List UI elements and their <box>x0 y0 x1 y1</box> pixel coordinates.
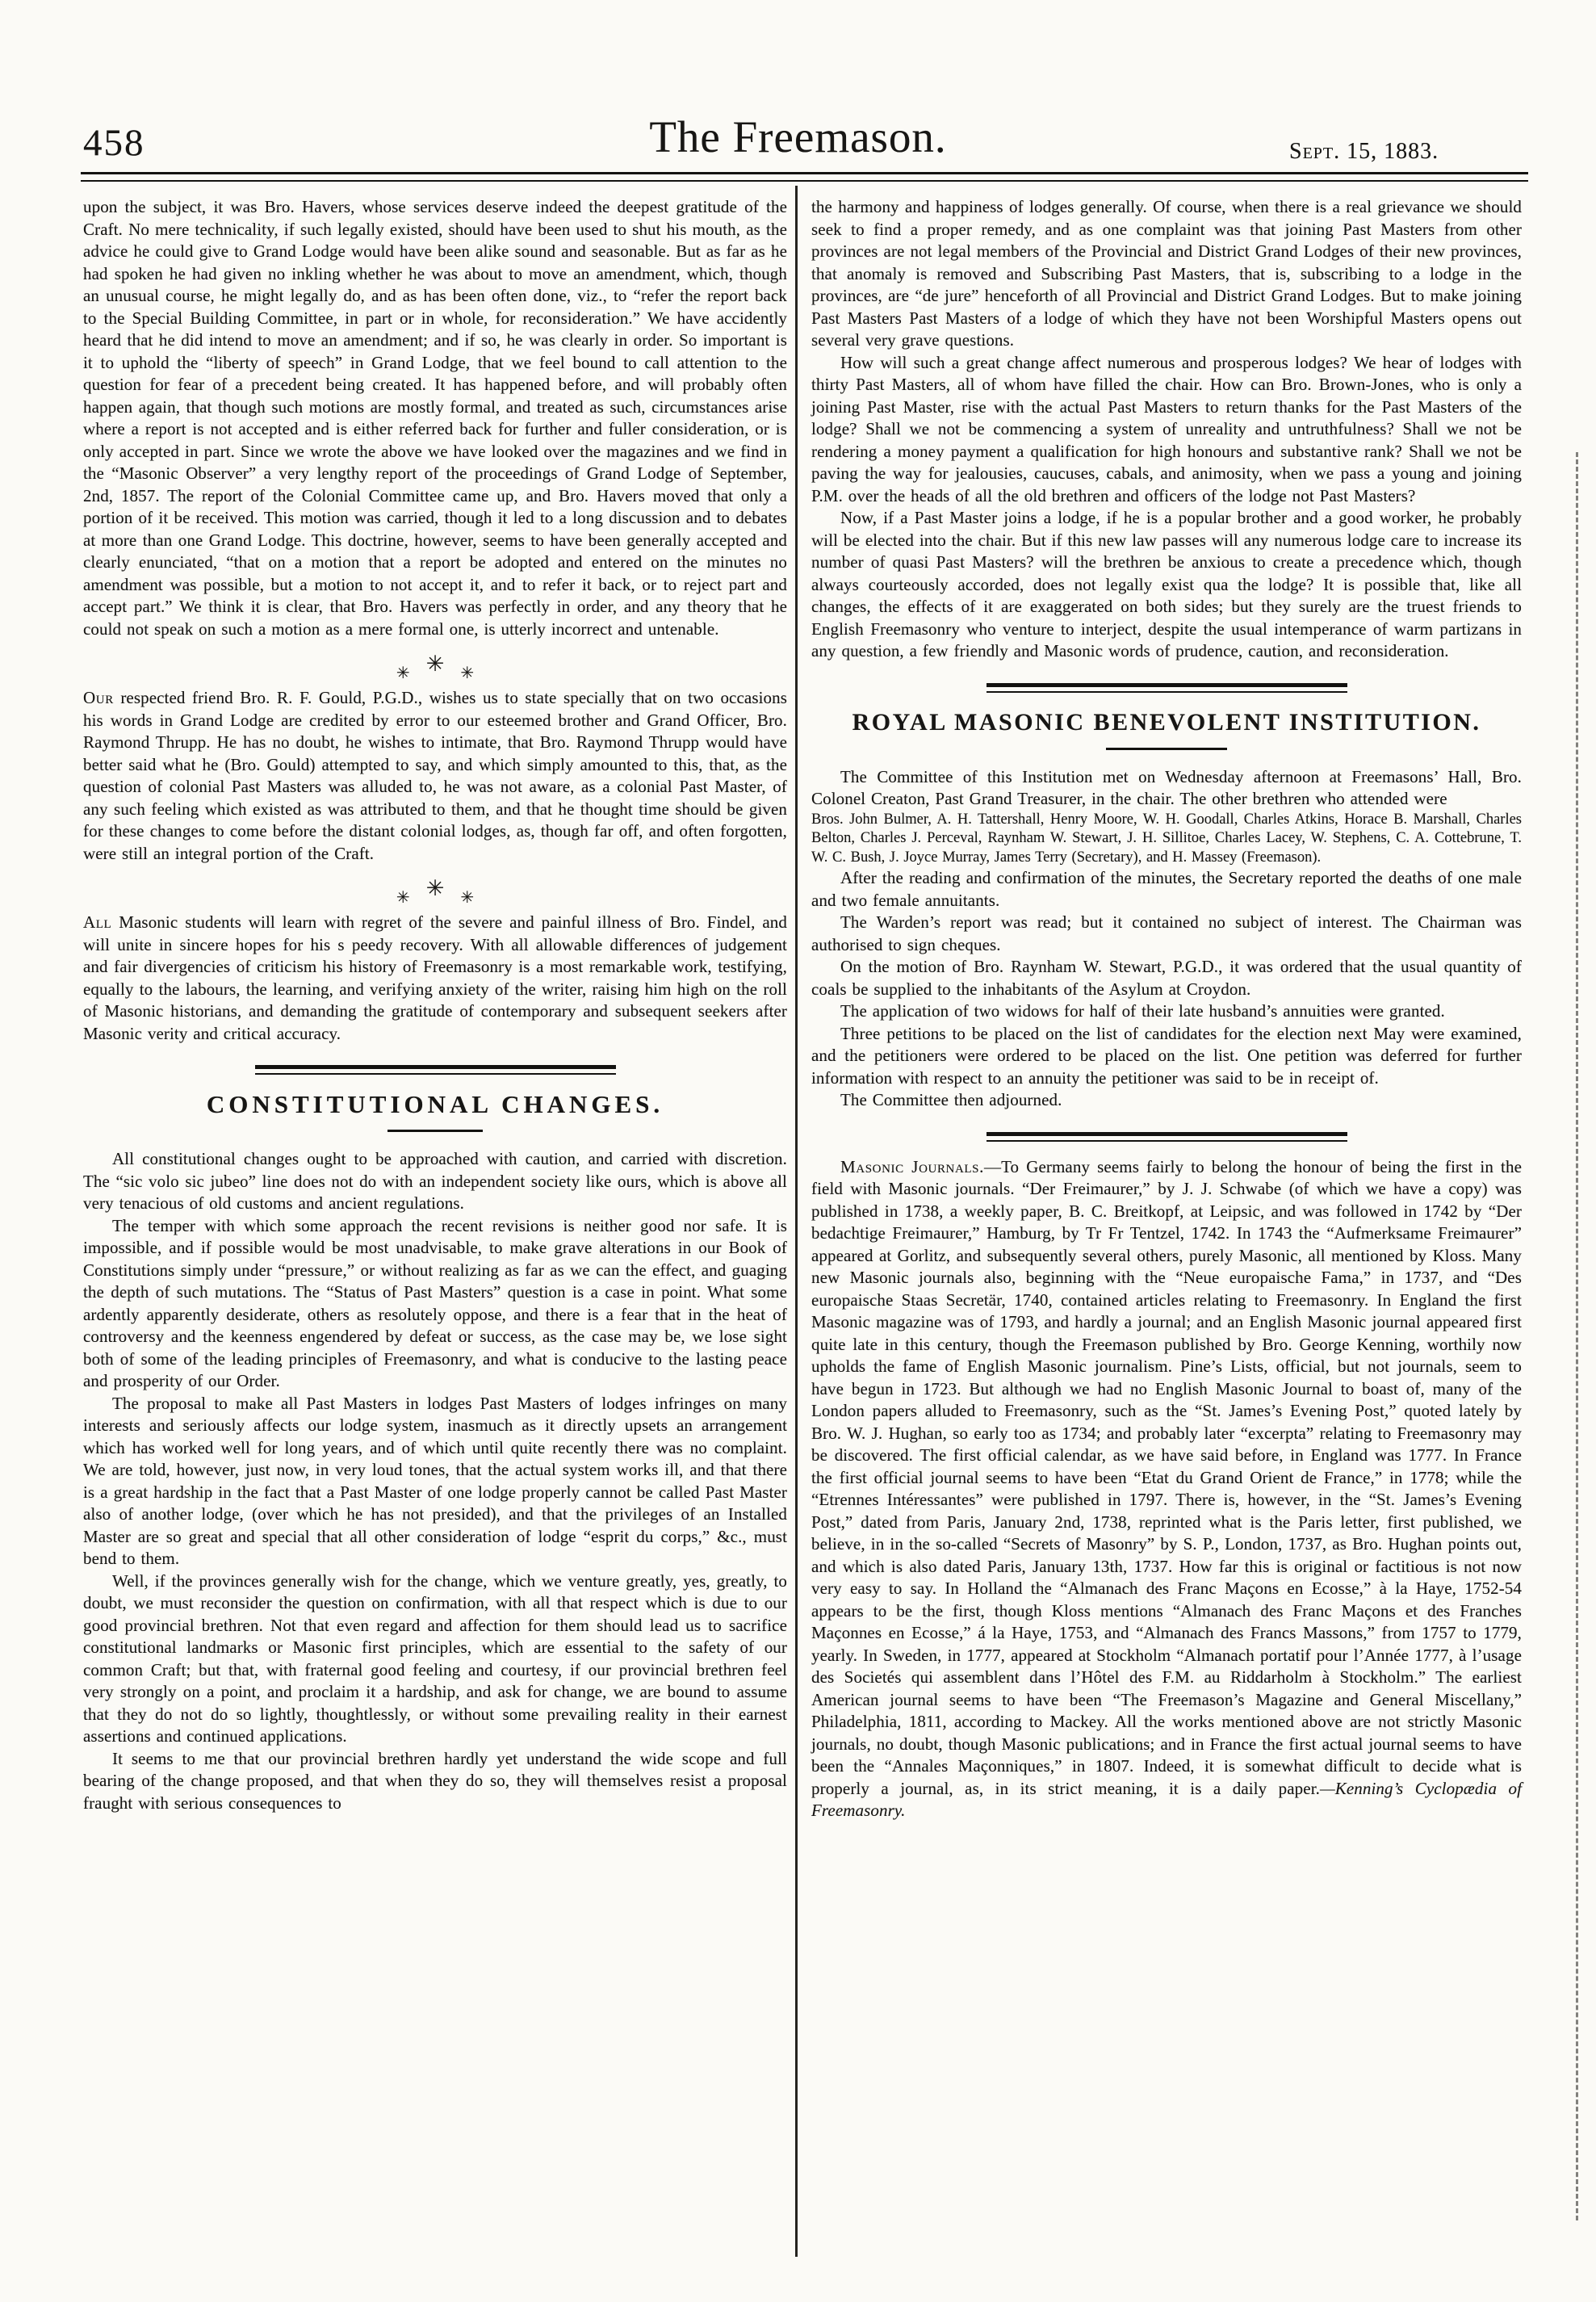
paragraph-temper-revisions: The temper with which some approach the recent revisions is neither good nor safe. It is impossible, and if possible would be most unadvisable, to make grave alterations in our Book of Constitutions simply under “pressure,” or without realizing as far as we can the effect, and guaging the depth of such mutations. The “Status of Past Masters” question is a case in point. What some ardently apparently desiderate, others as resolutely oppose, and there is a fear that in the heat of controversy and the keenness engendered by defeat or success, as the case may be, we lose sight both of some of the leading principles of Freemasonry, and what is conducive to the lasting peace and prosperity of our Order. <box>83 1215 787 1390</box>
asterisk-icon: ✳ <box>425 652 445 676</box>
heading-rule <box>387 1130 483 1132</box>
section-heading-constitutional-changes: CONSTITUTIONAL CHANGES. <box>206 1090 664 1118</box>
page-number: 458 <box>83 122 145 164</box>
paragraph-harmony-continuation: the harmony and happiness of lodges generally. Of course, when there is a real grievance we should seek to find a proper remedy, and as one complaint was that joining Past Masters from other provinces are not legal members of the Provincial and District Grand Lodges of their new provinces, that anomaly is removed and Subscribing Past Masters, that is, subscribing to a lodge in the provinces, are “de jure” henceforth of all Provincial and District Grand Lodges. But to make joining Past Masters Past Masters of a lodge of which they have not been Worshipful Masters opens out several very grave questions. <box>811 197 1522 350</box>
right-column <box>811 196 1522 1822</box>
attendee-list: Bros. John Bulmer, A. H. Tattershall, Henry Moore, W. H. Goodall, Charles Atkins, Horace B. Marshall, Charles Belton, Charles J. Perceval, Raynham W. Stewart, J. H. Sillitoe, Charles Lacey, W. Stephens, C. A. Cottebrune, T. W. C. Bush, J. Joyce Murray, James Terry (Secretary), and H. Massey (Freemason). <box>811 811 1522 866</box>
paragraph-widows-application: The application of two widows for half of their late husband’s annuities were granted. <box>840 1001 1445 1021</box>
paragraph-past-masters-proposal: The proposal to make all Past Masters in lodges Past Masters of lodges infringes on many interests and seriously affects our lodge system, inasmuch as it directly upsets an arrangement which has worked well for long years, and of which until quite recently there was no complaint. We are told, however, just now, in very loud tones, that the actual system works ill, and that there is a great hardship in the fact that a Past Master of one lodge properly cannot be called Past Master also of another lodge, (over which he has not presided), and that the privileges of an Installed Master are so great and special that all other consideration of lodge “esprit du corps,” &c., must bend to them. <box>83 1393 787 1568</box>
asterisk-icon: ✳ <box>396 889 410 907</box>
paragraph-coals-motion: On the motion of Bro. Raynham W. Stewart, P.G.D., it was ordered that the usual quantity of coals be supplied to the inhabitants of the Asylum at Croydon. <box>811 957 1522 999</box>
asterisk-icon: ✳ <box>425 876 445 900</box>
paragraph-provincial-brethren: It seems to me that our provincial brethren hardly yet understand the wide scope and full bearing of the change proposed, and that when they do so, they will themselves resist a proposal fraught with serious consequences to <box>83 1748 787 1813</box>
paragraph-secretary-report: After the reading and confirmation of the minutes, the Secretary reported the deaths of one male and two female annuitants. <box>811 868 1522 910</box>
paragraph-gould-correction <box>83 687 787 865</box>
article-separator-rule <box>987 1132 1347 1142</box>
paragraph-havers-speech: upon the subject, it was Bro. Havers, whose services deserve indeed the deepest gratitude of the Craft. No mere technicality, if such legally existed, should have been used to shut his mouth, as the advice he could give to Grand Lodge would have been alike sound and seasonable. But as far as he had spoken he had given no inkling whether he was about to move an amendment, which, though an unusual course, he might legally do, and as has been often done, viz., to “refer the report back to the Special Building Committee, in part or in whole, for reconsideration.” We have accidently heard that he did intend to move an amendment; and if so, he was clearly in order. So important is it to uphold the “liberty of speech” in Grand Lodge, that we feel bound to call attention to the question for fear of a precedent being created. It has happened before, and will probably often happen again, that though such motions are mostly formal, and treated as such, circumstances arise where a report is not accepted and is either referred back for further and fuller consideration, or is only accepted in part. Since we wrote the above we have looked over the magazines and we find in the “Masonic Observer” a very lengthy report of the proceedings of Grand Lodge of September, 2nd, 1857. The report of the Colonial Committee came up, and Bro. Havers moved that only a portion of it be received. This motion was carried, though it led to a long discussion and to debates at more than one Grand Lodge. This doctrine, however, seems to have been generally accepted and clearly enunciated, “that on a motion that a report be adopted and entered on the minutes no amendment was possible, but a motion to not accept it, and to refer it back, or to reject part and accept part.” We think it is clear, that Bro. Havers was perfectly in order, and any theory that he could not speak on such a motion as a mere formal one, is utterly incorrect and untenable. <box>83 197 787 639</box>
paragraph-great-change-questions: How will such a great change affect numerous and prosperous lodges? We hear of lodges with thirty Past Masters, all of whom have filled the chair. How can Bro. Brown-Jones, who is only a joining Past Master, rise with the actual Past Masters to return thanks for the Past Masters of the lodge? Shall we not be commencing a system of unreality and untruthfulness? Shall we not be rendering a money payment a qualification for high honours and substantive rank? Shall we not be paving the way for jealousies, caucuses, cabals, and animosity, when we pass a young and joining P.M. over the heads of all the old brethren and officers of the lodge not Past Masters? <box>811 352 1522 505</box>
heading-rule <box>1106 748 1227 750</box>
paragraph-masonic-journals <box>811 1156 1522 1822</box>
paragraph-past-master-joins: Now, if a Past Master joins a lodge, if he is a popular brother and a good worker, he probably will be elected into the chair. But if this new law passes will any numerous lodge care to increase its number of quasi Past Masters? will the brethren be anxious to create a precedence which, though always courteously accorded, does not legally exist qua the lodge? It is possible that, like all changes, the effects of it are exaggerated on both sides; but they surely are the truest friends to English Freemasonry who venture to interject, despite the usual intemperance of warm partizans in any question, a few friendly and Masonic words of prudence, caution, and reconsideration. <box>811 508 1522 660</box>
paragraph-lead: Masonic Journals. <box>840 1156 984 1176</box>
article-separator-rule <box>987 683 1347 693</box>
section-heading-royal-masonic-benevolent-institution: ROYAL MASONIC BENEVOLENT INSTITUTION. <box>852 708 1481 736</box>
paragraph-text: respected friend Bro. R. F. Gould, P.G.D., wishes us to state specially that on two occasions his words in Grand Lodge are credited by error to our esteemed brother and Grand Officer, Bro. Raymond Thrupp. He has no doubt, he wishes to intimate, that Bro. Raymond Thrupp would have better said what he (Bro. Gould) attempted to say, and which simply amounted to this, that, as the question of colonial Past Masters was alluded to, he was not aware, as a colonial Past Master, of any such feeling which existed as was attributed to them, and that he thought time should be given for these changes to come before the distant colonial lodges, as, though far off, and often forgotten, were still an integral portion of the Craft. <box>83 688 787 863</box>
paragraph-three-petitions: Three petitions to be placed on the list of candidates for the election next May were examined, and the petitioners were ordered to be placed on the list. One petition was deferred for further information with respect to an annuity the petitioner was said to be in receipt of. <box>811 1023 1522 1088</box>
issue-date: Sept. 15, 1883. <box>1289 139 1439 164</box>
paragraph-provinces-change: Well, if the provinces generally wish for the change, which we venture greatly, yes, greatly, to doubt, we must reconsider the question on confirmation, with all that respect which is due to our good provincial brethren. Not that even regard and affection for them should lead us to sacrifice constitutional landmarks or Masonic first principles, which are essential to the safety of our common Craft; but that, with fraternal good feeling and courtesy, if our provincial brethren feel very strongly on a point, and proclaim it a hardship, and ask for change, we are bound to assume that they do not do so lightly, thoughtlessly, or without some prevailing reality in their earnest assertions and continued applications. <box>83 1570 787 1746</box>
paragraph-lead: All <box>83 912 112 932</box>
asterisk-icon: ✳ <box>460 665 475 682</box>
paragraph-wardens-report: The Warden’s report was read; but it contained no subject of interest. The Chairman was authorised to sign cheques. <box>811 912 1522 954</box>
paragraph-constitutional-caution: All constitutional changes ought to be approached with caution, and carried with discretion. The “sic volo sic jubeo” line does not do with an independent society like ours, which is above all very tenacious of old customs and ancient regulations. <box>83 1149 787 1213</box>
article-separator-rule <box>255 1065 616 1075</box>
asterisk-separator <box>83 868 787 905</box>
paragraph-findel-illness <box>83 912 787 1045</box>
paragraph-text: Masonic students will learn with regret of the severe and painful illness of Bro. Findel, and will unite in sincere hopes for his s peedy recovery. With all allowable differences of judgement and fair divergencies of criticism his history of Freemasonry is a most remarkable work, testifying, equally to the labours, the learning, and verifying anxiety of the writer, raising him high on the roll of Masonic historians, and demanding the gratitude of contemporary and subsequent seekers after Masonic verity and critical accuracy. <box>83 912 787 1043</box>
paragraph-committee-meeting: The Committee of this Institution met on Wednesday afternoon at Freemasons’ Hall, Bro. Colonel Creaton, Past Grand Treasurer, in the chair. The other brethren who attended were <box>811 766 1522 808</box>
asterisk-icon: ✳ <box>396 665 410 682</box>
scan-edge-artifact <box>1576 452 1578 2220</box>
asterisk-icon: ✳ <box>460 889 475 907</box>
left-column <box>83 196 787 1814</box>
asterisk-separator <box>83 644 787 681</box>
page-title: The Freemason. <box>649 112 947 161</box>
source-citation: —Kenning’s Cyclopædia of Freemasonry. <box>811 1778 1523 1820</box>
column-divider <box>795 186 798 2257</box>
paragraph-committee-adjourned: The Committee then adjourned. <box>840 1090 1062 1109</box>
header-rule <box>81 172 1528 182</box>
paragraph-text: —To Germany seems fairly to belong the honour of being the first in the field with Masonic journals. “Der Freimaurer,” by J. J. Schwabe (of which we have a copy) was published in 1738, a weekly paper, B. C. Breitkopf, at Leipsic, and was followed in 1742 by “Der bedachtige Freimaurer,” Hamburg, by Tr Fr Tentzel, 1742. In 1743 the “Aufmerksame Freimaurer” appeared at Gorlitz, and subsequently several others, purely Masonic, all mentioned by Kloss. Many new Masonic journals also, beginning with the “Neue europaische Fama,” in 1737, and “Des europaische Staas Secretär, 1740, contained articles relating to Freemasonry. In England the first Masonic magazine was of 1793, and hardly a journal; and an English Masonic journal appeared first quite late in this century, though the Freemason published by Bro. George Kenning, worthily now upholds the fame of English Masonic journalism. Pine’s Lists, official, but not journals, seem to have begun in 1723. But although we had no English Masonic Journal to boast of, many of the London papers alluded to Freemasonry, such as the “St. James’s Evening Post,” quoted lately by Bro. W. J. Hughan, so early too as 1734; and probably later “excerpta” relating to Freemasonry may be discovered. The first official calendar, as we have said before, in England was 1777. In France the first official journal seems to have been “Etat du Grand Orient de France,” in 1778; while the “Etrennes Intéressantes” were published in 1797. There is, however, in the “St. James’s Evening Post,” dated from Paris, January 2nd, 1738, reprinted what is the Paris letter, first published, we believe, in in the so-called “Secrets of Masonry” by S. P., London, 1737, as Bro. Hughan points out, and which is also dated Paris, January 13th, 1737. How far this is original or factitious is not now very easy to say. In Holland the “Almanach des Franc Maçons en Ecosse,” à la Haye, 1752-54 appears to be the first, though Kloss mentions “Almanach des Franc Maçons et des Franches Maçonnes en Ecosse,” á la Haye, 1753, and “Almanach des Francs Massons,” from 1757 to 1779, yearly. In Sweden, in 1777, appeared at Stockholm “Almanach portatif pour l’Année 1777, à l’usage des Societés qui assemblent dans l’Hôtel des F.M. au Riddarholm à Stockholm.” The earliest American journal seems to have been “The Freemason’s Magazine and General Miscellany,” Philadelphia, 1811, according to Mackey. All the works mentioned above are not strictly Masonic journals, no doubt, though Masonic publications; and in France the first actual journal seems to have been the “Annales Maçonniques,” in 1807. Indeed, it is somewhat difficult to decide what is properly a journal, as, in its strict meaning, it is a daily paper. <box>811 1156 1522 1798</box>
paragraph-lead: Our <box>83 688 114 707</box>
